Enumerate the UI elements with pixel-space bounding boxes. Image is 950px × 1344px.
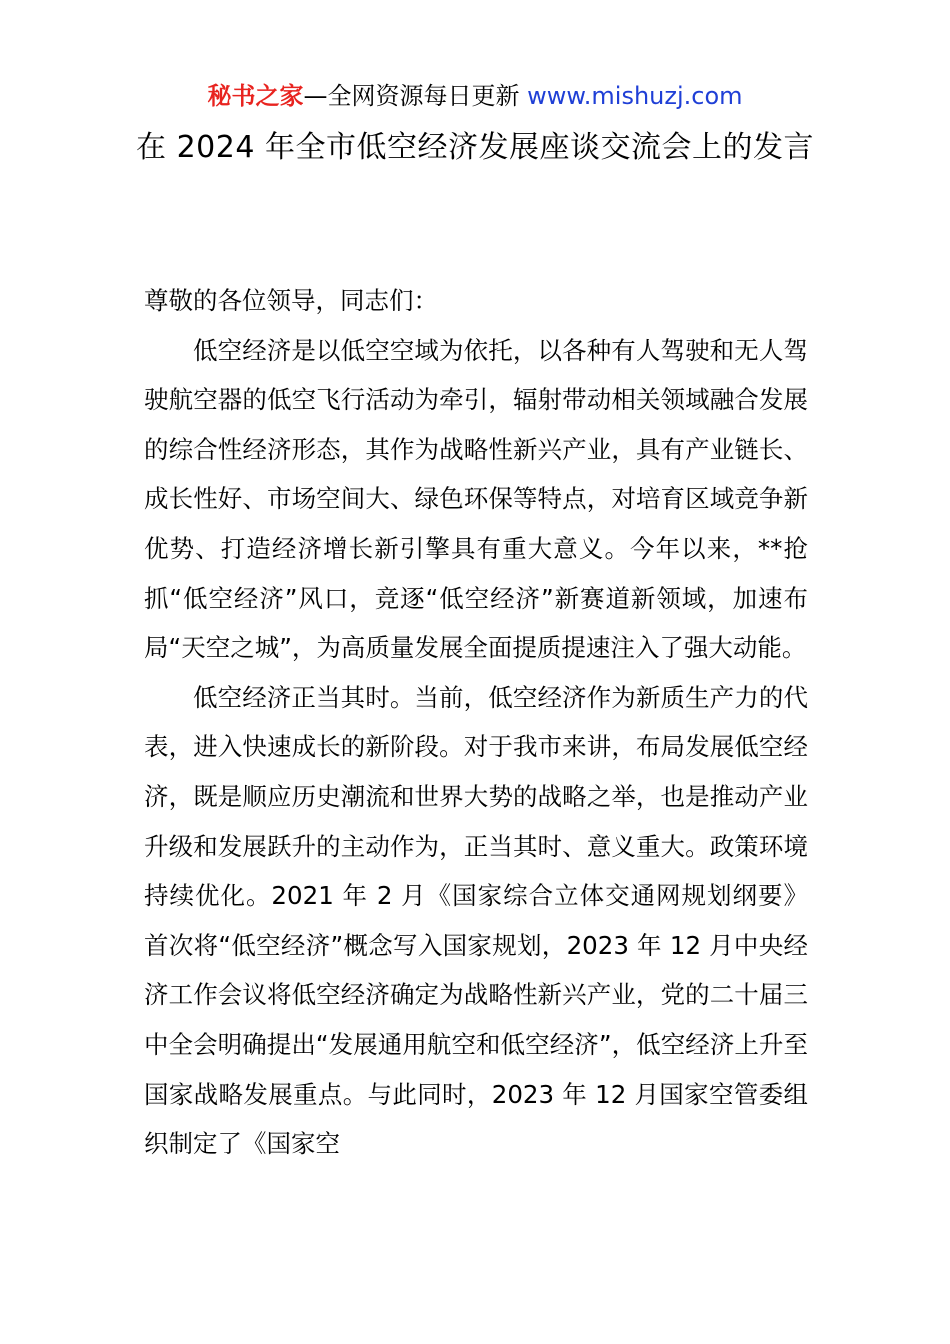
salutation: 尊敬的各位领导，同志们： (144, 286, 438, 315)
brand-name: 秘书之家 (207, 82, 304, 110)
site-url-link[interactable]: www.mishuzj.com (527, 82, 743, 110)
document-title: 在 2024 年全市低空经济发展座谈交流会上的发言 (136, 130, 814, 165)
document-body (144, 276, 808, 1169)
site-header (0, 80, 950, 112)
body-paragraph: 低空经济正当其时。当前，低空经济作为新质生产力的代表，进入快速成长的新阶段。对于我市来讲，布局发展低空经济，既是顺应历史潮流和世界大势的战略之举，也是推动产业升级和发展跃升的主动作为，正当其时、意义重大。政策环境持续优化。2021 年 2 月《国家综合立体交通网规划纲要》首次将“低空经济”概念写入国家规划，2023 年 12 月中央经济工作会议将低空经济确定为战略性新兴产业，党的二十届三中全会明确提出“发展通用航空和低空经济”，低空经济上升至国家战略发展重点。与此同时，2023 年 12 月国家空管委组织制定了《国家空 (144, 682, 808, 1159)
body-paragraph: 低空经济是以低空空域为依托，以各种有人驾驶和无人驾驶航空器的低空飞行活动为牵引，辐射带动相关领域融合发展的综合性经济形态，其作为战略性新兴产业，具有产业链长、成长性好、市场空间大、绿色环保等特点，对培育区域竞争新优势、打造经济增长新引擎具有重大意义。今年以来，**抢抓“低空经济”风口，竞逐“低空经济”新赛道新领域，加速布局“天空之城”，为高质量发展全面提质提速注入了强大动能。 (144, 335, 808, 663)
header-tagline: —全网资源每日更新 (303, 82, 528, 110)
